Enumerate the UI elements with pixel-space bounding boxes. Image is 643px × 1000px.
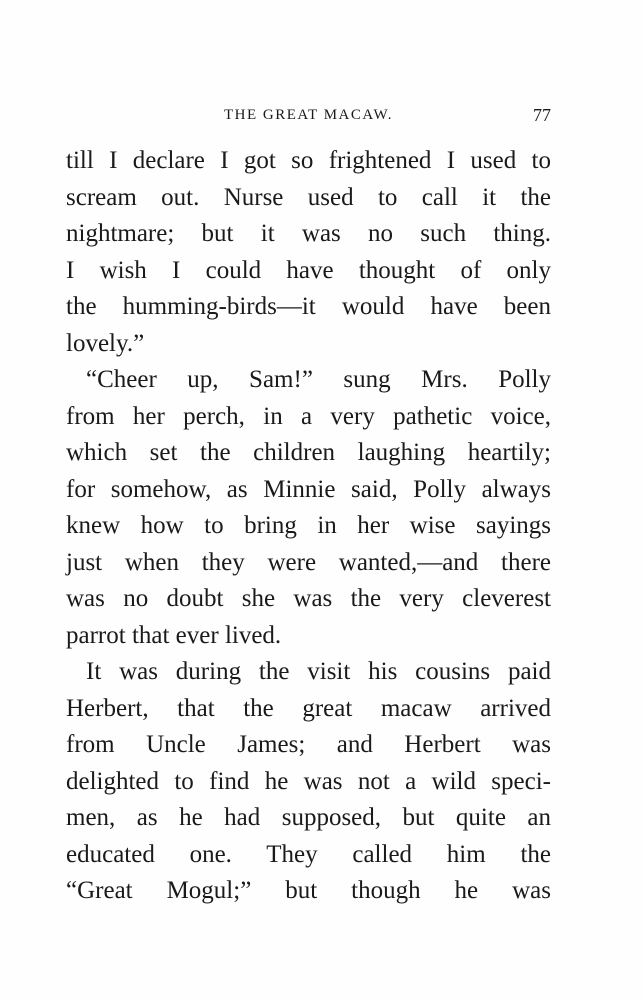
running-head bbox=[66, 105, 551, 129]
text-line: knew how to bring in her wise sayings bbox=[66, 512, 551, 539]
text-line: was no doubt she was the very cleverest bbox=[66, 585, 551, 612]
text-line: for somehow, as Minnie said, Polly always bbox=[66, 475, 551, 503]
text-line: which set the children laughing heartily; bbox=[66, 439, 551, 466]
text-line: “Cheer up, Sam!” sung Mrs. Polly bbox=[86, 366, 551, 393]
text-line: “Great Mogul;” but though he was bbox=[66, 877, 551, 904]
text-line: the humming-birds—it would have been bbox=[66, 293, 551, 320]
text-line: just when they were wanted,—and there bbox=[66, 548, 551, 576]
text-line: It was during the visit his cousins paid bbox=[86, 658, 551, 685]
text-line: educated one. They called him the bbox=[66, 840, 551, 868]
page-number: 77 bbox=[533, 105, 551, 125]
text-line: Herbert, that the great macaw arrived bbox=[66, 694, 551, 722]
text-line: till I declare I got so frightened I used to bbox=[66, 147, 551, 174]
running-title: THE GREAT MACAW. bbox=[223, 107, 394, 123]
body-text bbox=[66, 143, 551, 910]
text-line: I wish I could have thought of only bbox=[66, 256, 551, 284]
text-line: from Uncle James; and Herbert was bbox=[66, 731, 551, 758]
text-line: parrot that ever lived. bbox=[66, 621, 282, 649]
text-line: nightmare; but it was no such thing. bbox=[66, 220, 551, 247]
text-line: men, as he had supposed, but quite an bbox=[66, 804, 551, 831]
text-line: delighted to find he was not a wild speci- bbox=[66, 767, 551, 795]
text-line: from her perch, in a very pathetic voice, bbox=[66, 402, 551, 430]
text-line: lovely.” bbox=[66, 329, 145, 357]
text-line: scream out. Nurse used to call it the bbox=[66, 183, 551, 211]
